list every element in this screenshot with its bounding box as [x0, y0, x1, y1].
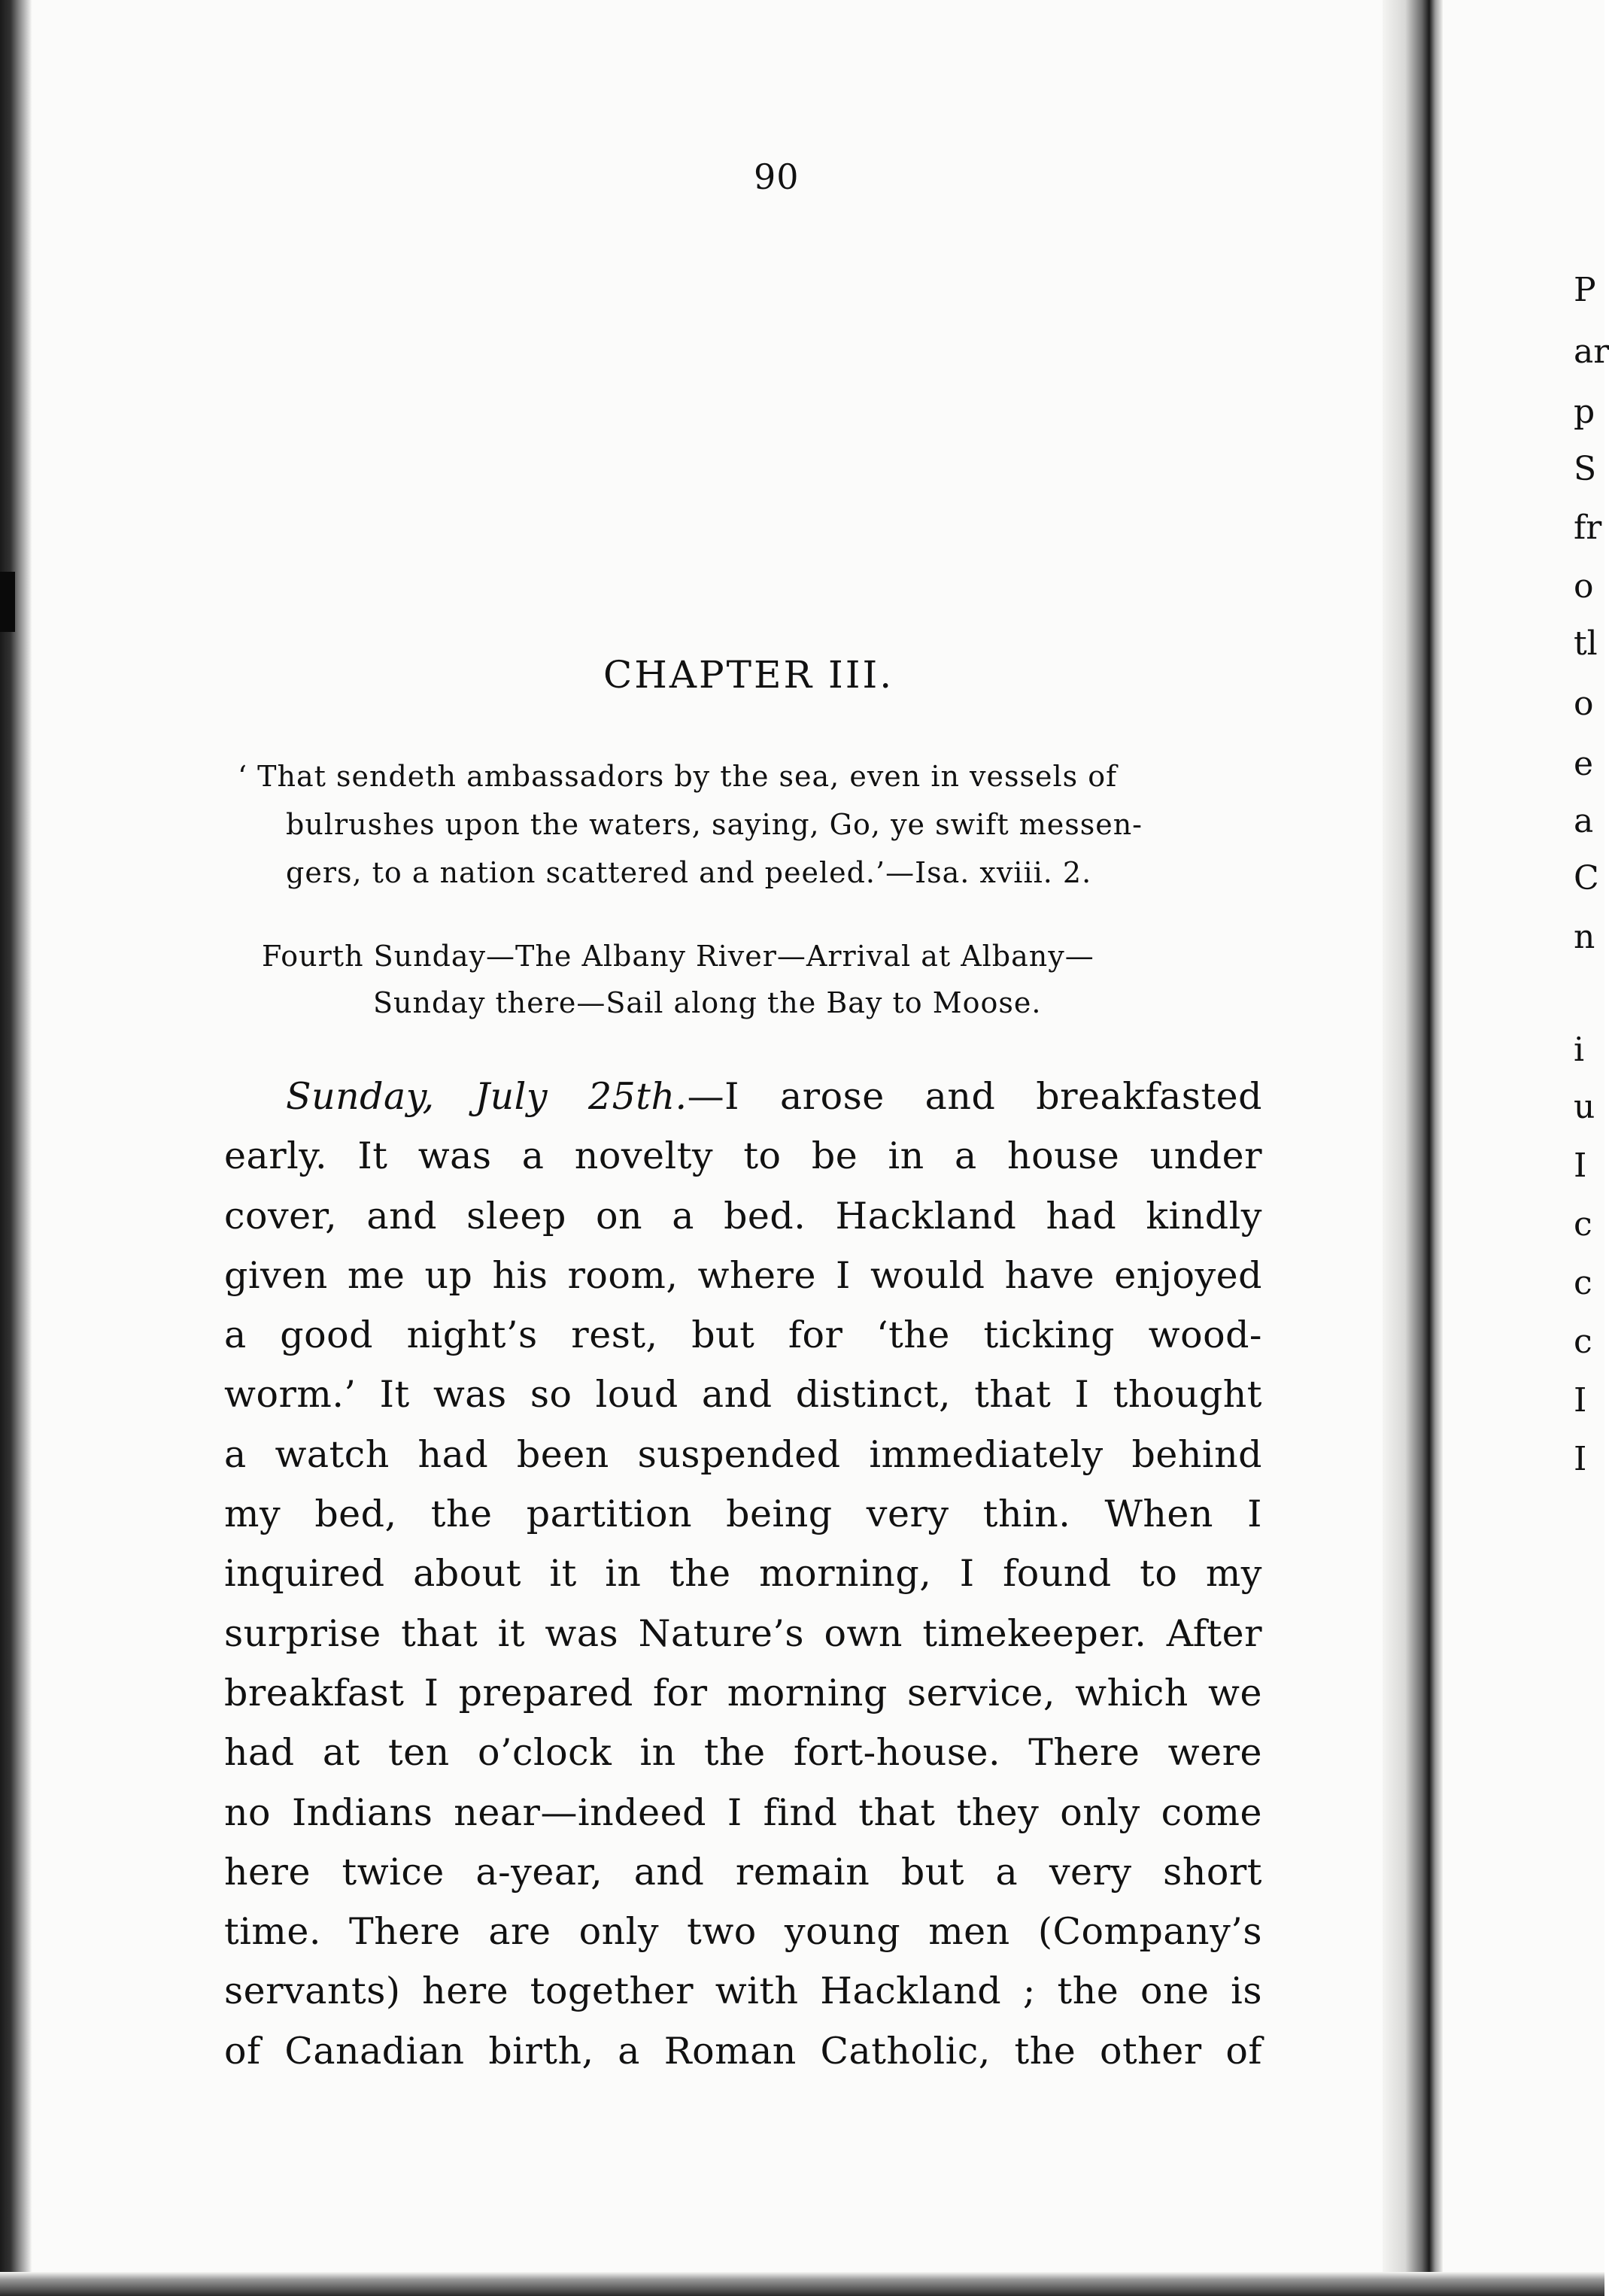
body-line: cover, and sleep on a bed. Hackland had kindly	[224, 1194, 1262, 1238]
first-line-rest: —I arose and breakfasted	[687, 1075, 1262, 1118]
body-line: my bed, the partition being very thin. When I	[224, 1493, 1262, 1536]
facing-page-text-fragments	[1574, 0, 1609, 2272]
facing-fragment: c	[1574, 1205, 1592, 1244]
facing-fragment: P	[1574, 271, 1596, 309]
left-page	[32, 0, 1383, 2272]
summary-line: Sunday there—Sail along the Bay to Moose.	[373, 986, 1042, 1019]
chapter-title: CHAPTER III.	[603, 653, 894, 697]
body-line: a good night’s rest, but for ‘the ticking wood-	[224, 1314, 1262, 1357]
body-line: had at ten o’clock in the fort-house. There were	[224, 1731, 1262, 1775]
facing-fragment: n	[1574, 918, 1595, 956]
page-left-edge-shadow	[0, 0, 32, 2296]
epigraph-line: bulrushes upon the waters, saying, Go, ye swift messen-	[286, 808, 1143, 841]
facing-fragment: o	[1574, 685, 1594, 723]
summary-line: Fourth Sunday—The Albany River—Arrival at Albany—	[262, 940, 1094, 973]
facing-fragment: tl	[1574, 624, 1598, 663]
epigraph-line: gers, to a nation scattered and peeled.’—Isa. xviii. 2.	[286, 856, 1092, 889]
body-line: given me up his room, where I would have enjoyed	[224, 1253, 1262, 1297]
page-bottom-edge-shadow	[0, 2272, 1604, 2296]
body-paragraph	[224, 1067, 1262, 2081]
facing-fragment: I	[1574, 1381, 1587, 1420]
body-line: servants) here together with Hackland ; the one is	[224, 1970, 1262, 2013]
page-number: 90	[754, 156, 800, 197]
epigraph-line: ‘ That sendeth ambassadors by the sea, even in vessels of	[238, 760, 1118, 793]
facing-fragment: c	[1574, 1323, 1592, 1361]
body-line: here twice a-year, and remain but a very short	[224, 1850, 1262, 1894]
page-edge-mark	[0, 572, 15, 632]
body-line: of Canadian birth, a Roman Catholic, the other of	[224, 2029, 1262, 2073]
facing-fragment: o	[1574, 567, 1594, 606]
body-line-first	[224, 1067, 1262, 1126]
facing-fragment: c	[1574, 1264, 1592, 1302]
facing-fragment: e	[1574, 745, 1594, 783]
facing-fragment: u	[1574, 1088, 1595, 1126]
epigraph	[238, 752, 1276, 897]
body-line: breakfast I prepared for morning service, which we	[224, 1671, 1262, 1714]
body-line: no Indians near—indeed I find that they only come	[224, 1790, 1262, 1834]
facing-fragment: C	[1574, 859, 1599, 897]
facing-fragment: I	[1574, 1440, 1587, 1478]
body-line: a watch had been suspended immediately behind	[224, 1432, 1262, 1476]
body-line: worm.’ It was so loud and distinct, that I thought	[224, 1373, 1262, 1417]
chapter-summary	[262, 933, 1270, 1026]
facing-fragment: fr	[1574, 509, 1602, 547]
facing-fragment: ar	[1574, 333, 1609, 371]
book-gutter	[1383, 0, 1443, 2296]
body-line: early. It was a novelty to be in a house under	[224, 1134, 1262, 1178]
body-line: surprise that it was Nature’s own timekeeper. After	[224, 1611, 1262, 1655]
date-lead: Sunday, July 25th.	[286, 1075, 688, 1118]
facing-fragment: I	[1574, 1146, 1587, 1185]
facing-fragment: p	[1574, 393, 1595, 431]
body-line: inquired about it in the morning, I found to my	[224, 1552, 1262, 1596]
facing-fragment: i	[1574, 1031, 1585, 1069]
facing-fragment: S	[1574, 450, 1597, 488]
facing-fragment: a	[1574, 802, 1594, 840]
body-line: time. There are only two young men (Company’s	[224, 1910, 1262, 1954]
